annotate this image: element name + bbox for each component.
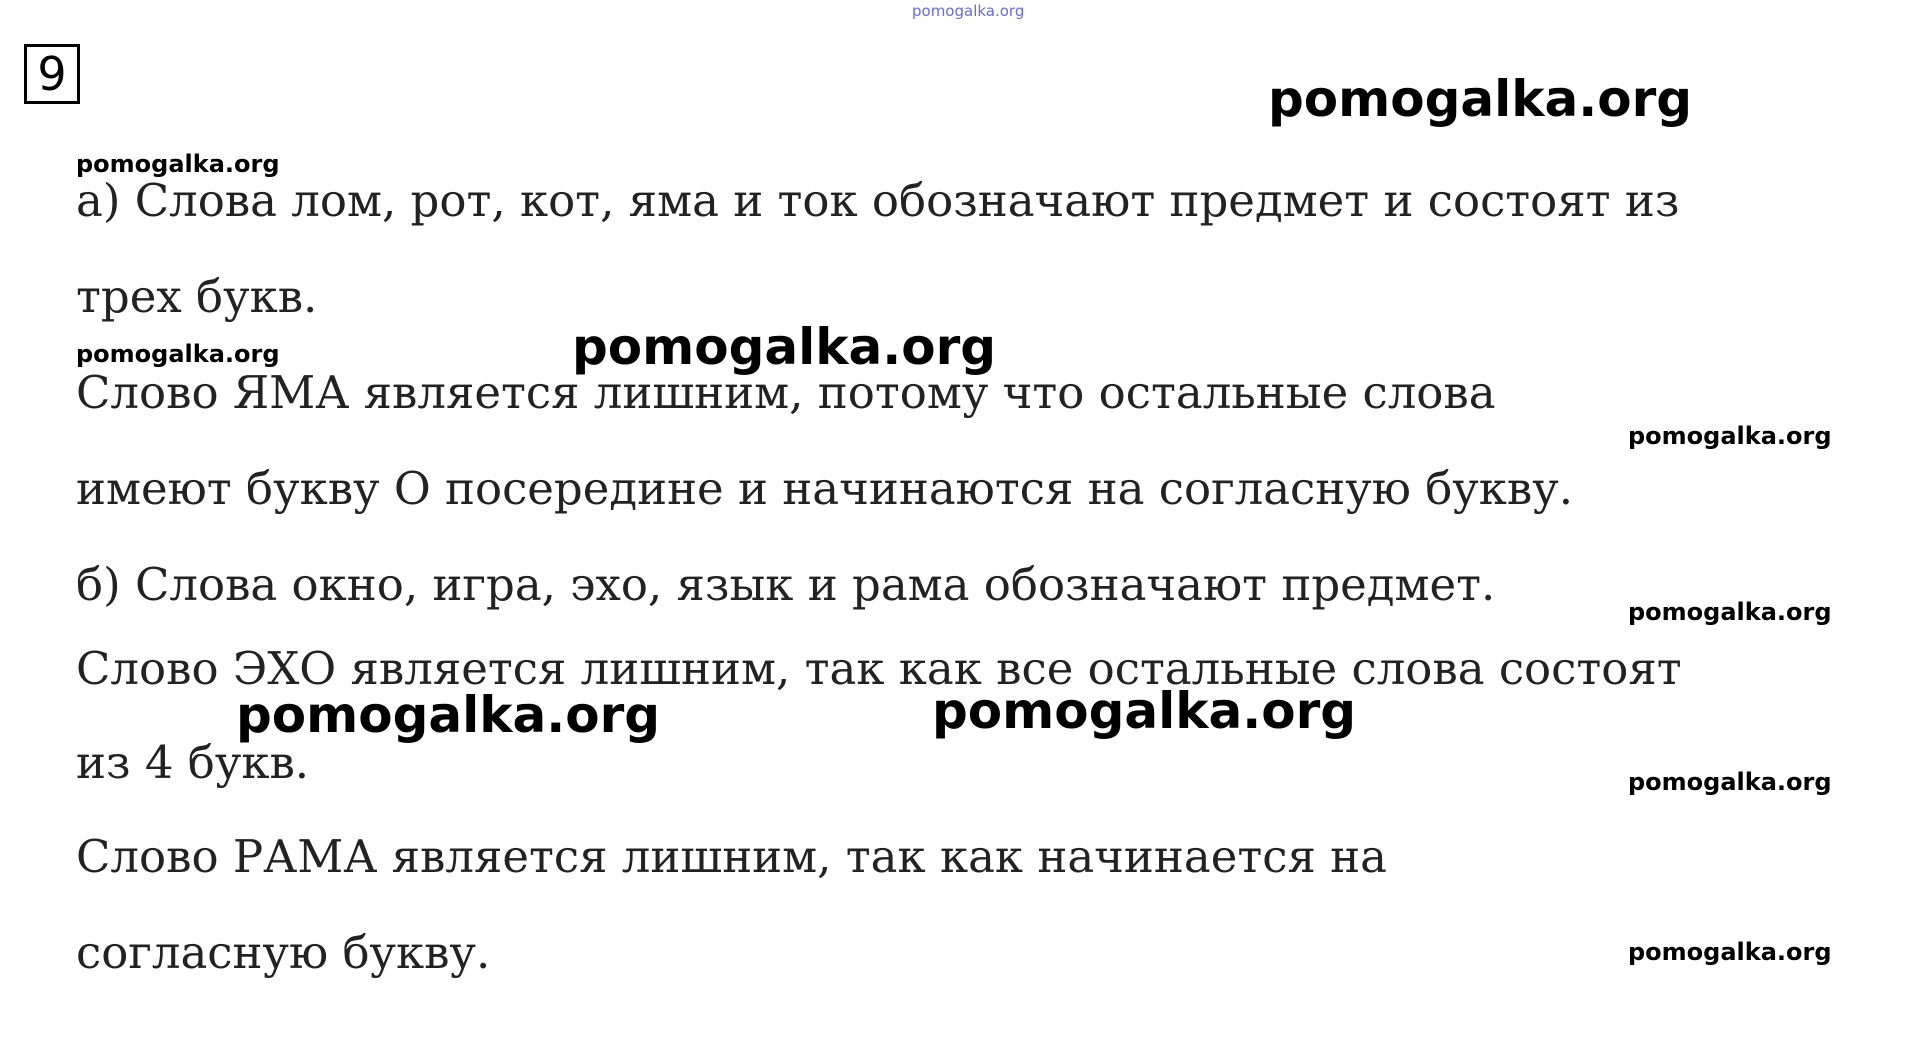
watermark-large-3: pomogalka.org <box>236 686 661 744</box>
answer-line-1: а) Слова лом, рот, кот, яма и ток обозначают предмет и состоят из <box>76 174 1680 227</box>
answer-line-8: Слово РАМА является лишним, так как начинается на <box>76 830 1387 883</box>
watermark-large-4: pomogalka.org <box>932 682 1357 740</box>
watermark-top: pomogalka.org <box>912 2 1025 20</box>
answer-line-2: трех букв. <box>76 270 318 323</box>
watermark-small-5: pomogalka.org <box>1628 768 1832 796</box>
answer-line-9: согласную букву. <box>76 926 491 979</box>
answer-line-7: из 4 букв. <box>76 736 310 789</box>
answer-line-4: имеют букву О посередине и начинаются на согласную букву. <box>76 462 1574 515</box>
answer-line-5: б) Слова окно, игра, эхо, язык и рама обозначают предмет. <box>76 558 1496 611</box>
answer-line-3: Слово ЯМА является лишним, потому что остальные слова <box>76 366 1496 419</box>
watermark-large-1: pomogalka.org <box>1268 70 1693 128</box>
watermark-small-2: pomogalka.org <box>76 340 280 368</box>
watermark-large-2: pomogalka.org <box>572 318 997 376</box>
watermark-small-4: pomogalka.org <box>1628 598 1832 626</box>
watermark-small-1: pomogalka.org <box>76 150 280 178</box>
watermark-small-6: pomogalka.org <box>1628 938 1832 966</box>
task-number: 9 <box>24 44 80 104</box>
answer-line-6: Слово ЭХО является лишним, так как все остальные слова состоят <box>76 642 1682 695</box>
watermark-small-3: pomogalka.org <box>1628 422 1832 450</box>
